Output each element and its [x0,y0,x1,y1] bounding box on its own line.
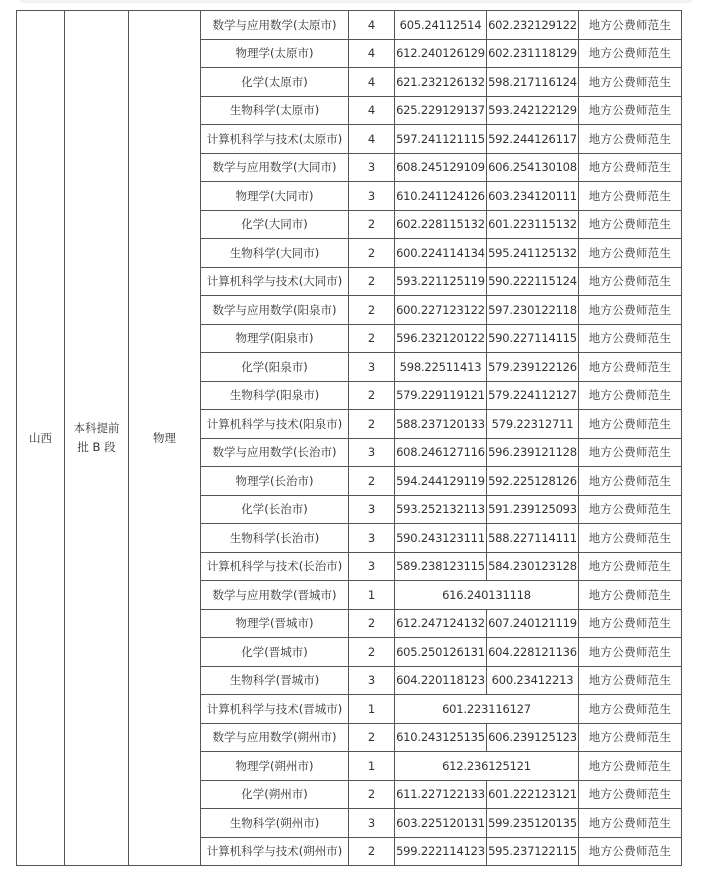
min-score-cell: 606.254130108 [487,153,579,182]
major-cell: 生物科学(太原市) [201,96,349,125]
major-cell: 数学与应用数学(阳泉市) [201,296,349,325]
enrollment-count-cell: 2 [349,780,395,809]
max-score-cell: 596.232120122 [395,324,487,353]
max-score-cell: 602.228115132 [395,210,487,239]
batch-cell: 本科提前批 B 段 [65,11,129,866]
enrollment-count-cell: 2 [349,410,395,439]
max-score-cell: 605.24112514 [395,11,487,40]
enrollment-count-cell: 3 [349,353,395,382]
max-score-cell: 597.241121115 [395,125,487,154]
enrollment-type-cell: 地方公费师范生 [579,410,682,439]
enrollment-type-cell: 地方公费师范生 [579,267,682,296]
min-score-cell: 601.222123121 [487,780,579,809]
enrollment-count-cell: 3 [349,182,395,211]
enrollment-count-cell: 3 [349,809,395,838]
major-cell: 生物科学(阳泉市) [201,381,349,410]
enrollment-count-cell: 2 [349,638,395,667]
enrollment-count-cell: 2 [349,467,395,496]
enrollment-type-cell: 地方公费师范生 [579,467,682,496]
enrollment-count-cell: 3 [349,552,395,581]
major-cell: 计算机科学与技术(大同市) [201,267,349,296]
enrollment-type-cell: 地方公费师范生 [579,524,682,553]
min-score-cell: 579.22312711 [487,410,579,439]
major-cell: 生物科学(朔州市) [201,809,349,838]
major-cell: 化学(长治市) [201,495,349,524]
min-score-cell: 596.239121128 [487,438,579,467]
enrollment-count-cell: 4 [349,96,395,125]
min-score-cell: 606.239125123 [487,723,579,752]
enrollment-type-cell: 地方公费师范生 [579,210,682,239]
max-score-cell: 594.244129119 [395,467,487,496]
score-cell-merged: 612.236125121 [395,752,579,781]
major-cell: 化学(晋城市) [201,638,349,667]
min-score-cell: 597.230122118 [487,296,579,325]
enrollment-count-cell: 1 [349,752,395,781]
major-cell: 生物科学(大同市) [201,239,349,268]
enrollment-count-cell: 2 [349,837,395,866]
enrollment-count-cell: 2 [349,210,395,239]
enrollment-type-cell: 地方公费师范生 [579,438,682,467]
enrollment-type-cell: 地方公费师范生 [579,296,682,325]
enrollment-count-cell: 4 [349,39,395,68]
min-score-cell: 602.232129122 [487,11,579,40]
province-cell: 山西 [17,11,65,866]
max-score-cell: 612.247124132 [395,609,487,638]
enrollment-type-cell: 地方公费师范生 [579,353,682,382]
min-score-cell: 591.239125093 [487,495,579,524]
enrollment-type-cell: 地方公费师范生 [579,695,682,724]
max-score-cell: 600.224114134 [395,239,487,268]
major-cell: 生物科学(长治市) [201,524,349,553]
min-score-cell: 602.231118129 [487,39,579,68]
max-score-cell: 612.240126129 [395,39,487,68]
major-cell: 数学与应用数学(太原市) [201,11,349,40]
min-score-cell: 593.242122129 [487,96,579,125]
major-cell: 物理学(太原市) [201,39,349,68]
min-score-cell: 584.230123128 [487,552,579,581]
admission-scores-table [16,10,682,866]
table-body [17,11,682,866]
min-score-cell: 601.223115132 [487,210,579,239]
max-score-cell: 590.243123111 [395,524,487,553]
min-score-cell: 579.224112127 [487,381,579,410]
min-score-cell: 599.235120135 [487,809,579,838]
enrollment-type-cell: 地方公费师范生 [579,609,682,638]
major-cell: 生物科学(晋城市) [201,666,349,695]
major-cell: 物理学(晋城市) [201,609,349,638]
enrollment-type-cell: 地方公费师范生 [579,239,682,268]
max-score-cell: 610.241124126 [395,182,487,211]
max-score-cell: 604.220118123 [395,666,487,695]
enrollment-type-cell: 地方公费师范生 [579,666,682,695]
max-score-cell: 588.237120133 [395,410,487,439]
enrollment-type-cell: 地方公费师范生 [579,552,682,581]
enrollment-count-cell: 2 [349,324,395,353]
max-score-cell: 625.229129137 [395,96,487,125]
enrollment-count-cell: 2 [349,723,395,752]
enrollment-type-cell: 地方公费师范生 [579,11,682,40]
enrollment-type-cell: 地方公费师范生 [579,153,682,182]
enrollment-type-cell: 地方公费师范生 [579,96,682,125]
enrollment-type-cell: 地方公费师范生 [579,381,682,410]
enrollment-type-cell: 地方公费师范生 [579,723,682,752]
enrollment-type-cell: 地方公费师范生 [579,581,682,610]
enrollment-count-cell: 3 [349,666,395,695]
enrollment-count-cell: 1 [349,581,395,610]
enrollment-type-cell: 地方公费师范生 [579,125,682,154]
max-score-cell: 600.227123122 [395,296,487,325]
max-score-cell: 605.250126131 [395,638,487,667]
enrollment-type-cell: 地方公费师范生 [579,837,682,866]
major-cell: 计算机科学与技术(太原市) [201,125,349,154]
major-cell: 计算机科学与技术(晋城市) [201,695,349,724]
major-cell: 化学(阳泉市) [201,353,349,382]
min-score-cell: 603.234120111 [487,182,579,211]
major-cell: 化学(大同市) [201,210,349,239]
min-score-cell: 592.225128126 [487,467,579,496]
max-score-cell: 611.227122133 [395,780,487,809]
major-cell: 计算机科学与技术(长治市) [201,552,349,581]
min-score-cell: 595.237122115 [487,837,579,866]
major-cell: 计算机科学与技术(朔州市) [201,837,349,866]
major-cell: 化学(太原市) [201,68,349,97]
max-score-cell: 599.222114123 [395,837,487,866]
enrollment-count-cell: 2 [349,267,395,296]
major-cell: 数学与应用数学(朔州市) [201,723,349,752]
max-score-cell: 603.225120131 [395,809,487,838]
max-score-cell: 610.243125135 [395,723,487,752]
enrollment-type-cell: 地方公费师范生 [579,780,682,809]
major-cell: 数学与应用数学(长治市) [201,438,349,467]
major-cell: 化学(朔州市) [201,780,349,809]
min-score-cell: 598.217116124 [487,68,579,97]
max-score-cell: 593.221125119 [395,267,487,296]
enrollment-type-cell: 地方公费师范生 [579,752,682,781]
max-score-cell: 621.232126132 [395,68,487,97]
enrollment-type-cell: 地方公费师范生 [579,68,682,97]
enrollment-type-cell: 地方公费师范生 [579,638,682,667]
major-cell: 物理学(朔州市) [201,752,349,781]
major-cell: 物理学(长治市) [201,467,349,496]
enrollment-count-cell: 3 [349,153,395,182]
min-score-cell: 579.239122126 [487,353,579,382]
min-score-cell: 607.240121119 [487,609,579,638]
major-cell: 数学与应用数学(大同市) [201,153,349,182]
max-score-cell: 608.246127116 [395,438,487,467]
major-cell: 数学与应用数学(晋城市) [201,581,349,610]
enrollment-count-cell: 2 [349,239,395,268]
enrollment-count-cell: 3 [349,438,395,467]
table-row [17,11,682,40]
min-score-cell: 592.244126117 [487,125,579,154]
min-score-cell: 590.222115124 [487,267,579,296]
enrollment-count-cell: 2 [349,381,395,410]
enrollment-type-cell: 地方公费师范生 [579,182,682,211]
enrollment-count-cell: 3 [349,524,395,553]
score-cell-merged: 616.240131118 [395,581,579,610]
enrollment-count-cell: 2 [349,296,395,325]
major-cell: 计算机科学与技术(阳泉市) [201,410,349,439]
min-score-cell: 588.227114111 [487,524,579,553]
enrollment-count-cell: 4 [349,125,395,154]
enrollment-type-cell: 地方公费师范生 [579,324,682,353]
min-score-cell: 595.241125132 [487,239,579,268]
major-cell: 物理学(阳泉市) [201,324,349,353]
enrollment-count-cell: 4 [349,11,395,40]
score-cell-merged: 601.223116127 [395,695,579,724]
min-score-cell: 604.228121136 [487,638,579,667]
min-score-cell: 600.23412213 [487,666,579,695]
subject-group-cell: 物理 [129,11,201,866]
enrollment-count-cell: 4 [349,68,395,97]
max-score-cell: 579.229119121 [395,381,487,410]
enrollment-count-cell: 3 [349,495,395,524]
enrollment-type-cell: 地方公费师范生 [579,39,682,68]
major-cell: 物理学(大同市) [201,182,349,211]
max-score-cell: 593.252132113 [395,495,487,524]
max-score-cell: 598.22511413 [395,353,487,382]
enrollment-type-cell: 地方公费师范生 [579,495,682,524]
enrollment-count-cell: 2 [349,609,395,638]
enrollment-count-cell: 1 [349,695,395,724]
max-score-cell: 608.245129109 [395,153,487,182]
min-score-cell: 590.227114115 [487,324,579,353]
enrollment-type-cell: 地方公费师范生 [579,809,682,838]
top-edge-strip [20,0,692,3]
max-score-cell: 589.238123115 [395,552,487,581]
